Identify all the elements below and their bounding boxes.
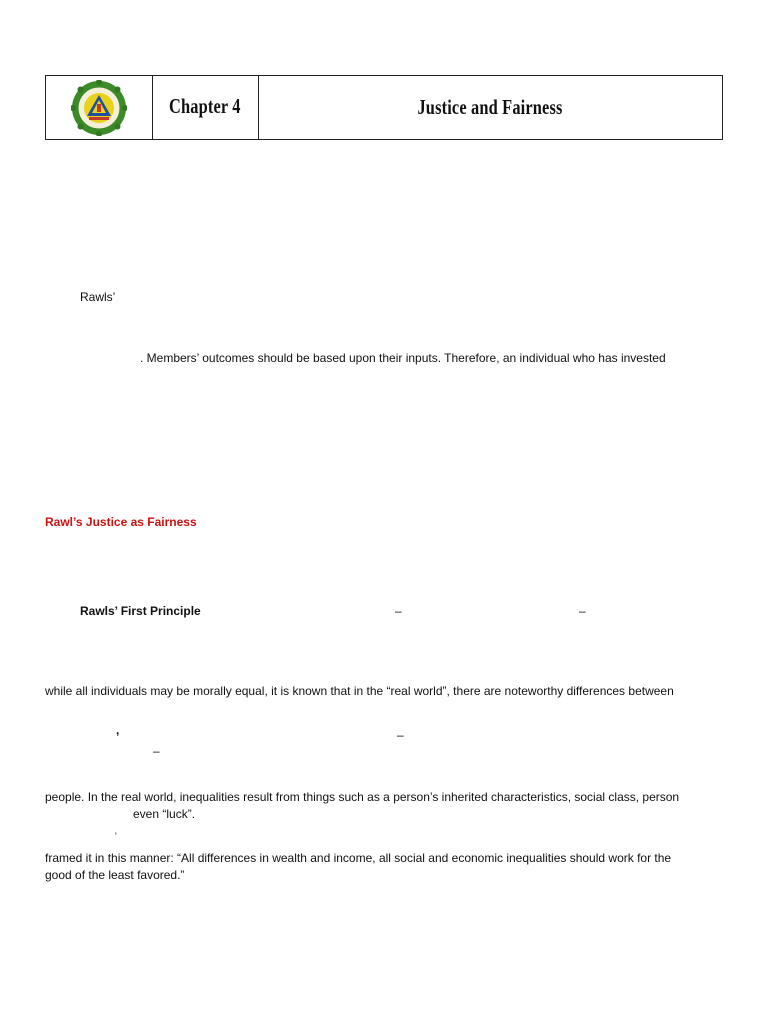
chapter-cell [153,76,259,139]
chapter-header-table [45,75,723,140]
tick-mark: ' [115,831,117,841]
logo-cell [46,76,153,139]
dash-mark: – [153,744,160,758]
framed-line: framed it in this manner: “All differences in wealth and income, all social and economic inequalities should work for the [45,851,672,865]
luck-line: even “luck”. [133,807,196,821]
school-seal-icon [71,80,127,136]
moral-equality-line: while all individuals may be morally equal, it is known that in the “real world”, there are noteworthy differences between [45,684,674,698]
dash-mark: – [397,728,404,742]
section-heading: Rawl’s Justice as Fairness [45,515,197,529]
dash-mark: – [395,604,402,618]
chapter-title: Justice and Fairness [417,95,564,119]
comma-mark: , [116,723,120,737]
title-cell [259,76,722,139]
chapter-number: Chapter 4 [169,94,241,118]
first-principle-label: Rawls’ First Principle [80,604,201,618]
dash-mark: – [579,604,586,618]
rawls-text: Rawls’ [80,290,116,304]
members-outcomes-line: . Members’ outcomes should be based upon their inputs. Therefore, an individual who has invested [140,351,666,365]
inequalities-line: people. In the real world, inequalities result from things such as a person’s inherited characteristics, social class, person [45,790,680,804]
least-favored-line: good of the least favored.” [45,868,185,882]
